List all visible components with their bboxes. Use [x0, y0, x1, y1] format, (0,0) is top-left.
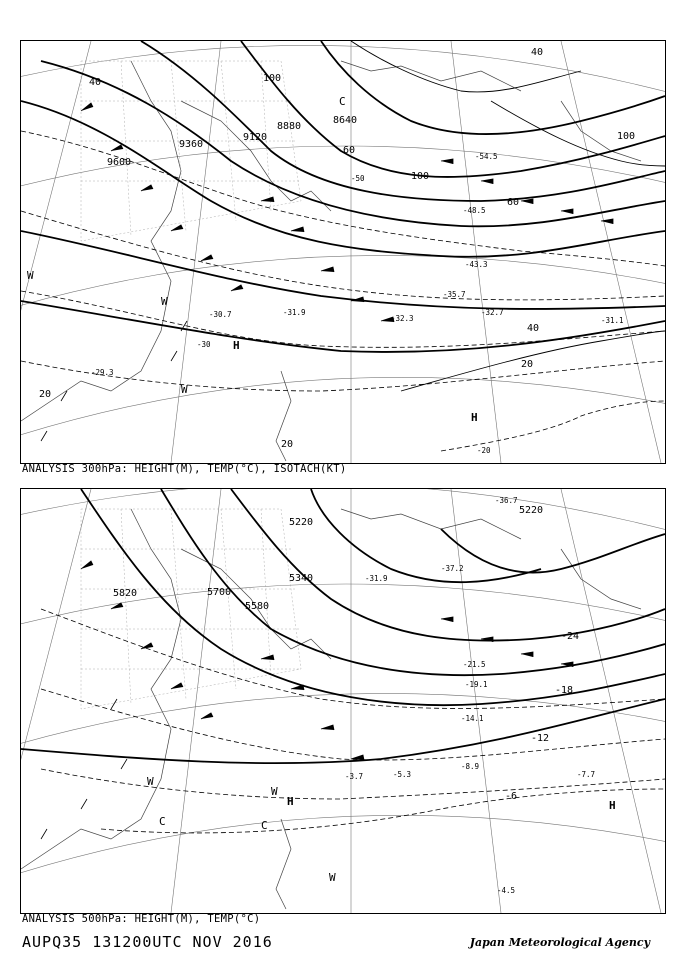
temp-label: -54.5	[475, 152, 498, 161]
temp-label: -50	[351, 174, 365, 183]
temp-label: -8.9	[461, 762, 480, 771]
isotherm-label: -24	[561, 631, 580, 642]
height-label: 5580	[245, 601, 270, 612]
temp-label: -31.9	[283, 308, 306, 317]
height-contours	[21, 489, 665, 763]
height-label: 9600	[107, 157, 132, 168]
high-pressure-marker: H	[609, 799, 616, 812]
bulletin-code: AUPQ35 131200UTC NOV 2016	[22, 933, 273, 951]
height-label: 5340	[289, 573, 314, 584]
height-contours	[21, 41, 665, 352]
isotach-label: 100	[263, 73, 282, 84]
isotherm-labels	[505, 631, 579, 802]
isotach-label: 40	[527, 323, 540, 334]
high-pressure-marker: H	[287, 795, 294, 808]
temp-labels	[91, 152, 624, 455]
isotach-label: 40	[531, 47, 544, 58]
isotachs	[351, 41, 665, 391]
warm-marker: W	[161, 295, 168, 308]
high-pressure-marker: H	[233, 339, 240, 352]
temp-label: -43.3	[465, 260, 488, 269]
chart-300hpa-map	[21, 41, 665, 463]
temp-label: -4.5	[497, 886, 516, 895]
temp-label: -35.7	[443, 290, 466, 299]
isotach-labels	[39, 47, 635, 450]
warm-marker: W	[27, 269, 34, 282]
wind-barbs	[41, 561, 573, 839]
isotach-label: 20	[281, 439, 294, 450]
coastlines	[21, 61, 641, 461]
height-label: 5820	[113, 588, 138, 599]
temp-label: -37.2	[441, 564, 464, 573]
height-label: 5220	[519, 505, 544, 516]
warm-marker: W	[147, 775, 154, 788]
agency-name: Japan Meteorological Agency	[469, 936, 650, 949]
temp-label: -29.3	[91, 368, 114, 377]
isotherm-label: -6	[505, 791, 518, 802]
temp-label: -3.7	[345, 772, 364, 781]
cold-marker: C	[159, 815, 166, 828]
temp-label: -14.1	[461, 714, 484, 723]
temp-label: -31.1	[601, 316, 624, 325]
height-label: 5700	[207, 587, 232, 598]
height-label: 9120	[243, 132, 268, 143]
isotach-label: 20	[521, 359, 534, 370]
temp-label: -5.3	[393, 770, 412, 779]
temp-label: -20	[477, 446, 491, 455]
chart-500hpa-caption: ANALYSIS 500hPa: HEIGHT(M), TEMP(°C)	[22, 913, 261, 925]
temp-label: -19.1	[465, 680, 488, 689]
height-label: 8640	[333, 115, 358, 126]
isotach-label: 60	[507, 197, 520, 208]
chart-300hpa	[20, 40, 666, 464]
isotherms	[41, 609, 665, 833]
cold-marker: C	[339, 95, 346, 108]
graticule	[21, 489, 665, 913]
isotach-label: 100	[617, 131, 636, 142]
height-labels	[107, 115, 357, 168]
temp-label: -32.7	[481, 308, 504, 317]
isotherm-label: -18	[555, 685, 574, 696]
temp-label: -30	[197, 340, 211, 349]
temp-label: -21.5	[463, 660, 486, 669]
isotherm-label: -12	[531, 733, 550, 744]
height-label: 8880	[277, 121, 302, 132]
height-label: 5220	[289, 517, 314, 528]
chart-500hpa-map	[21, 489, 665, 913]
high-pressure-marker: H	[471, 411, 478, 424]
temp-label: -32.3	[391, 314, 414, 323]
warm-marker: W	[181, 383, 188, 396]
cold-marker: C	[261, 819, 268, 832]
warm-marker: W	[271, 785, 278, 798]
isotach-label: 20	[39, 389, 52, 400]
temp-label: -31.9	[365, 574, 388, 583]
isotach-label: 100	[411, 171, 430, 182]
isotach-label: 40	[89, 77, 102, 88]
temp-label: -7.7	[577, 770, 596, 779]
warm-marker: W	[329, 871, 336, 884]
chart-500hpa	[20, 488, 666, 914]
isotach-label: 60	[343, 145, 356, 156]
pressure-centers	[147, 775, 616, 884]
height-label: 9360	[179, 139, 204, 150]
wind-barbs	[41, 103, 613, 441]
temp-label: -30.7	[209, 310, 232, 319]
isotherms	[21, 131, 665, 451]
coastlines	[21, 509, 641, 909]
temp-grid	[81, 61, 301, 241]
temp-label: -36.7	[495, 496, 518, 505]
temp-label: -48.5	[463, 206, 486, 215]
chart-300hpa-caption: ANALYSIS 300hPa: HEIGHT(M), TEMP(°C), ISOTACH(KT)	[22, 463, 347, 475]
